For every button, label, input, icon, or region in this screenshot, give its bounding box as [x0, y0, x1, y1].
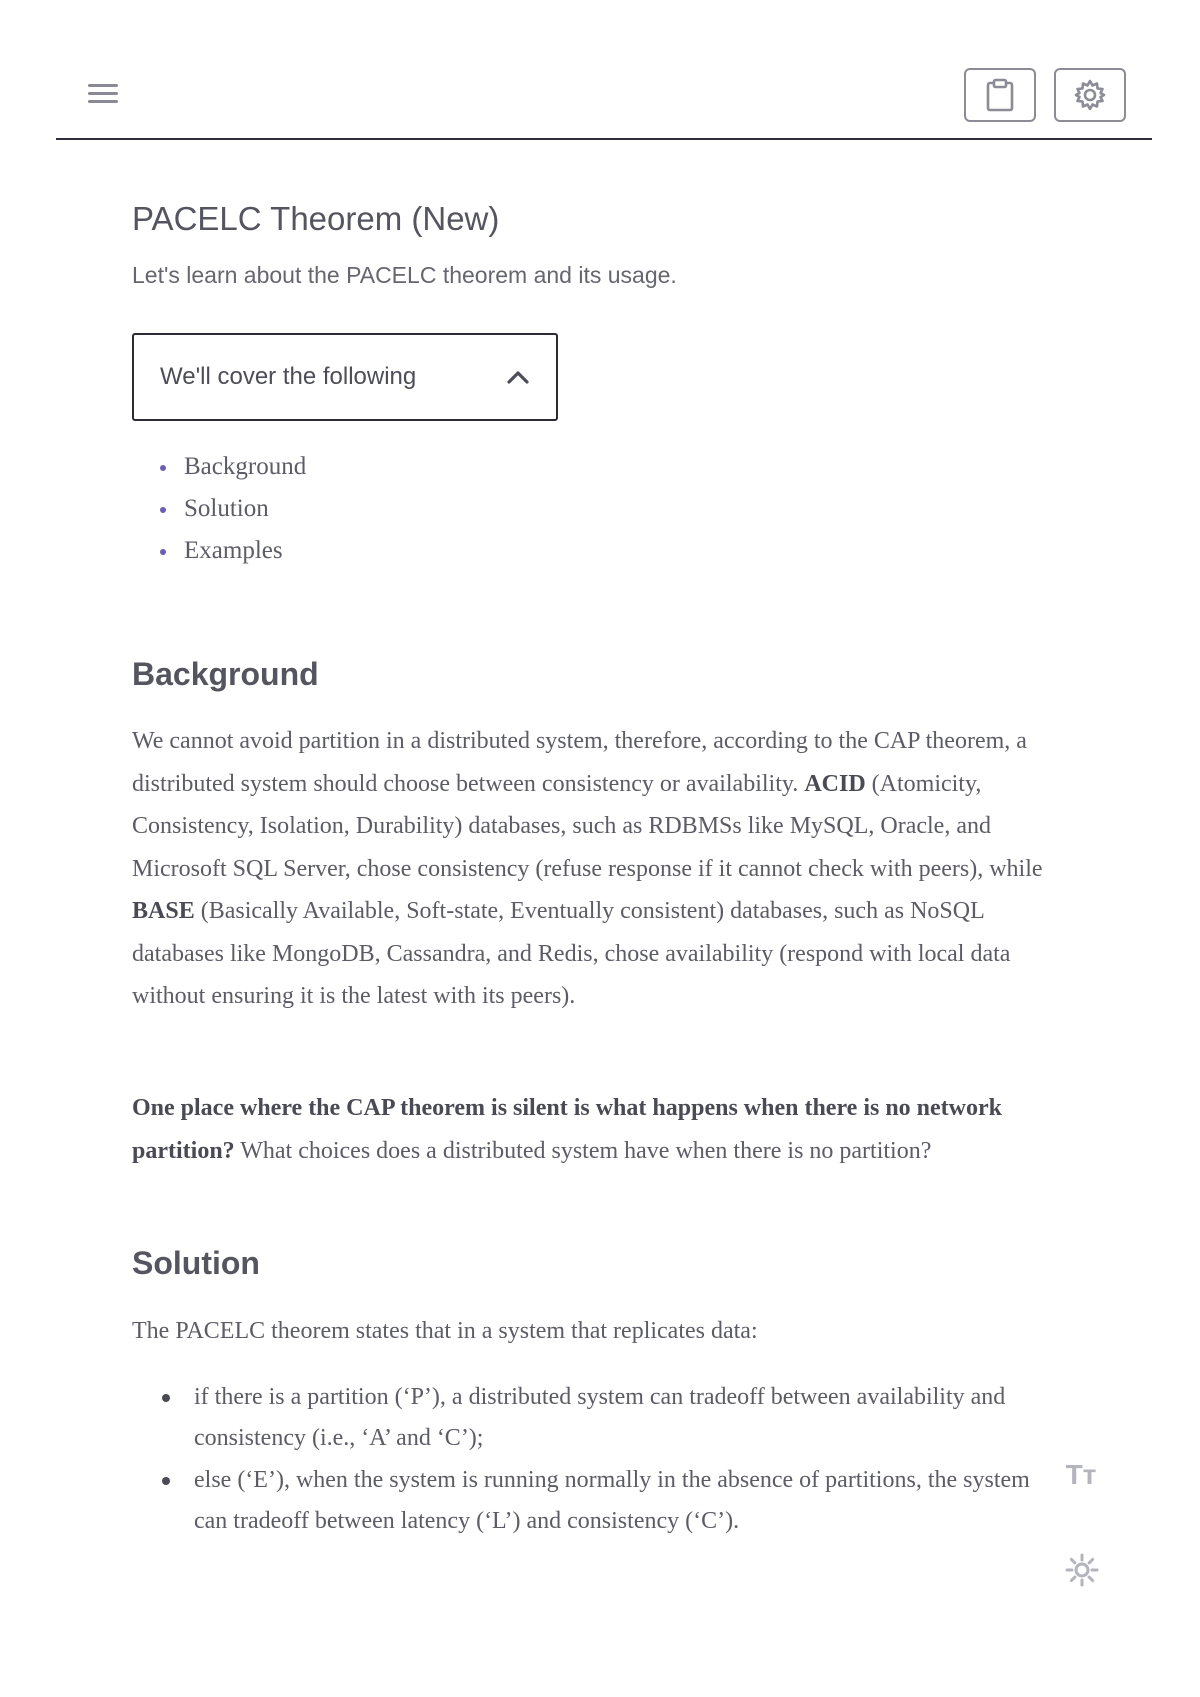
clipboard-button[interactable] [964, 68, 1036, 122]
toc-item-background[interactable]: Background [160, 446, 306, 488]
solution-points [160, 1377, 1060, 1543]
section-heading-solution: Solution [132, 1245, 260, 1281]
page-title: PACELC Theorem (New) [132, 200, 500, 237]
theme-toggle-button[interactable] [1064, 1552, 1100, 1593]
top-bar [56, 0, 1152, 140]
text-size-icon: Tт [1065, 1459, 1097, 1490]
toc-label: We'll cover the following [160, 363, 417, 390]
chevron-up-icon [506, 369, 530, 385]
toc-toggle-button[interactable] [132, 333, 558, 421]
background-paragraph-2: One place where the CAP theorem is silent is what happens when there is no network partition? What choices does a distributed system have when there is no partition? [132, 1095, 1002, 1164]
theme-toggle-icon [1064, 1552, 1100, 1588]
text-size-button[interactable] [1060, 1458, 1102, 1492]
toc-item-solution[interactable]: Solution [160, 488, 306, 530]
toc-item-examples[interactable]: Examples [160, 530, 306, 572]
solution-intro: The PACELC theorem states that in a system that replicates data: [132, 1318, 758, 1344]
page-subtitle: Let's learn about the PACELC theorem and its usage. [132, 262, 677, 288]
background-paragraph-1: We cannot avoid partition in a distributed system, therefore, according to the CAP theorem, a distributed system should choose between consistency or availability. ACID (Atomicity, Consistency, Isolation, Durability) databases, such as RDBMSs like MySQL, Oracle, and Microsoft SQL Server, chose consistency (refuse response if it cannot check with peers), while BASE (Basically Available, Soft-state, Eventually consistent) databases, such as NoSQL databases like MongoDB, Cassandra, and Redis, chose availability (respond with local data without ensuring it is the latest with its peers). [132, 728, 1043, 1009]
list-item: else (‘E’), when the system is running normally in the absence of partitions, the system can tradeoff between latency (‘L’) and consistency (‘C’). [160, 1460, 1060, 1542]
toc-list [160, 446, 306, 572]
clipboard-icon [985, 78, 1015, 112]
section-heading-background: Background [132, 656, 319, 692]
settings-button[interactable] [1054, 68, 1126, 122]
list-item: if there is a partition (‘P’), a distributed system can tradeoff between availability and consistency (i.e., ‘A’ and ‘C’); [160, 1377, 1060, 1459]
gear-icon [1073, 78, 1107, 112]
hamburger-menu-icon[interactable] [88, 84, 118, 106]
